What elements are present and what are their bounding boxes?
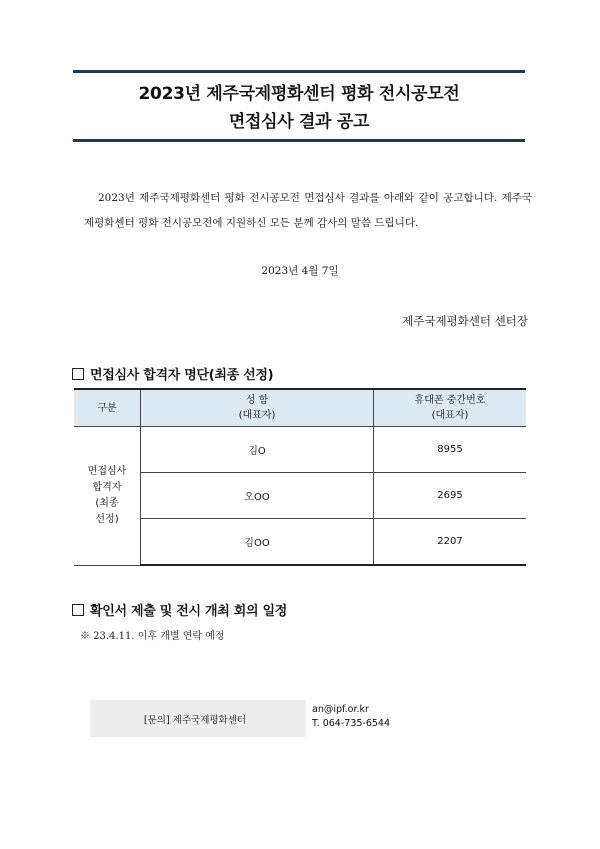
table-row [74, 473, 526, 519]
passer-phone: 8955 [374, 427, 527, 473]
header-name [141, 389, 374, 427]
header-phone [374, 389, 527, 427]
section-passers-heading [72, 364, 273, 383]
checkbox-square-icon [72, 368, 84, 380]
schedule-note: ※ 23.4.11. 이후 개별 연락 예정 [80, 631, 225, 642]
announcement-date: 2023년 4월 7일 [261, 265, 339, 277]
header-phone-line1: 휴대폰 중간번호 [414, 395, 486, 406]
passers-table [74, 388, 526, 566]
section-passers-title: 면접심사 합격자 명단(최종 선정) [90, 368, 274, 383]
header-name-line1: 성 함 [245, 395, 269, 406]
passer-phone: 2207 [374, 519, 527, 566]
checkbox-square-icon [72, 604, 84, 616]
contact-info [306, 700, 517, 737]
page-title: 2023년 제주국제평화센터 평화 전시공모전 [138, 84, 460, 104]
passer-name: 김OO [141, 519, 374, 566]
title-bottom-rule [73, 139, 525, 142]
contact-email[interactable]: an@ipf.or.kr [312, 704, 369, 715]
table-row [74, 427, 526, 473]
contact-phone: T. 064-735-6544 [312, 718, 391, 729]
header-category: 구분 [74, 389, 141, 427]
title-top-rule [73, 70, 525, 73]
section-schedule-title: 확인서 제출 및 전시 개최 회의 일정 [90, 604, 287, 619]
group-line3: (최종 [95, 497, 119, 509]
section-schedule-heading [72, 600, 287, 619]
group-line4: 선정) [95, 513, 119, 525]
title-block [73, 70, 525, 142]
table-header-row [74, 389, 526, 427]
contact-box [90, 700, 517, 737]
contact-label: [문의] 제주국제평화센터 [143, 714, 247, 726]
intro-paragraph: 2023년 제주국제평화센터 평화 전시공모전 면접심사 결과를 아래와 같이 공고합니다. 제주국제평화센터 평화 전시공모전에 지원하신 모든 분께 감사의 말씀 드립니다. [84, 192, 532, 229]
header-name-line2: (대표자) [238, 410, 276, 421]
signer: 제주국제평화센터 센터장 [402, 314, 528, 328]
passer-phone: 2695 [374, 473, 527, 519]
passer-name: 김O [141, 427, 374, 473]
table-row [74, 519, 526, 566]
group-cell [74, 427, 141, 566]
group-line1: 면접심사 [87, 465, 127, 477]
group-line2: 합격자 [92, 481, 122, 493]
passer-name: 오OO [141, 473, 374, 519]
header-phone-line2: (대표자) [431, 410, 469, 421]
page-subtitle: 면접심사 결과 공고 [228, 112, 370, 132]
